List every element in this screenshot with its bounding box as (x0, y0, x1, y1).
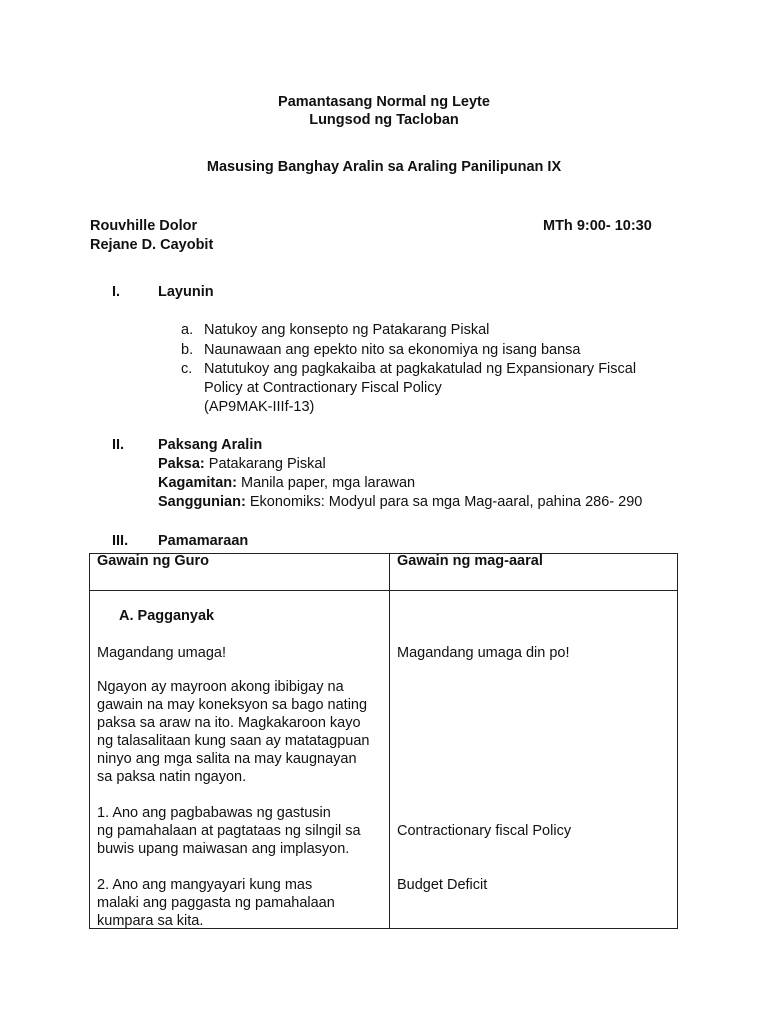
section-1-heading: Layunin (158, 284, 214, 300)
objective-a: Natukoy ang konsepto ng Patakarang Piskal (204, 322, 490, 338)
kagamitan-label: Kagamitan: (158, 475, 237, 491)
university-name: Pamantasang Normal ng Leyte (278, 94, 490, 110)
answer-2: Budget Deficit (397, 877, 488, 893)
kagamitan-line (158, 475, 415, 491)
table-header-divider (89, 590, 678, 591)
section-3-heading: Pamamaraan (158, 533, 249, 549)
paksa-line (158, 456, 326, 472)
question-1-line: ng pamahalaan at pagtataas ng silngil sa (97, 823, 361, 839)
paksa-value: Patakarang Piskal (204, 456, 326, 472)
objective-c-line2: Policy at Contractionary Fiscal Policy (204, 380, 442, 396)
question-1-line: buwis upang maiwasan ang implasyon. (97, 841, 350, 857)
objective-c: Natutukoy ang pagkakaiba at pagkakatulad ng Expansionary Fiscal (204, 361, 637, 377)
author-1: Rouvhille Dolor (90, 218, 198, 234)
teacher-greeting: Magandang umaga! (97, 645, 226, 661)
table-column-divider (389, 553, 390, 929)
table-header-teacher: Gawain ng Guro (97, 553, 209, 569)
objective-marker-c: c. (181, 361, 193, 377)
intro-line: paksa sa araw na ito. Magkakaroon kayo (97, 715, 361, 731)
objective-marker-a: a. (181, 322, 194, 338)
section-1-number: I. (112, 284, 121, 300)
objective-b: Naunawaan ang epekto nito sa ekonomiya ng isang bansa (204, 342, 581, 358)
author-2: Rejane D. Cayobit (90, 237, 214, 253)
table-header-student: Gawain ng mag-aaral (397, 553, 543, 569)
intro-line: ng talasalitaan kung saan ay matatagpuan (97, 733, 370, 749)
question-2-line: kumpara sa kita. (97, 913, 204, 929)
objective-marker-b: b. (181, 342, 194, 358)
answer-1: Contractionary fiscal Policy (397, 823, 572, 839)
section-2-heading: Paksang Aralin (158, 437, 263, 453)
section-3-number: III. (112, 533, 129, 549)
schedule: MTh 9:00- 10:30 (543, 218, 652, 234)
intro-line: gawain na may koneksyon sa bago nating (97, 697, 368, 713)
question-2-line: 2. Ano ang mangyayari kung mas (97, 877, 313, 893)
kagamitan-value: Manila paper, mga larawan (236, 475, 416, 491)
intro-line: Ngayon ay mayroon akong ibibigay na (97, 679, 344, 695)
section-2-number: II. (112, 437, 125, 453)
sanggunian-line (158, 494, 642, 510)
paksa-label: Paksa: (158, 456, 205, 472)
document-title: Masusing Banghay Aralin sa Araling Panilipunan IX (206, 159, 562, 175)
question-1-line: 1. Ano ang pagbabawas ng gastusin (97, 805, 331, 821)
sanggunian-label: Sanggunian: (158, 494, 246, 510)
intro-line: ninyo ang mga salita na may kaugnayan (97, 751, 357, 767)
city-name: Lungsod ng Tacloban (309, 112, 459, 128)
student-greeting: Magandang umaga din po! (397, 645, 570, 661)
intro-line: sa paksa natin ngayon. (97, 769, 247, 785)
question-2-line: malaki ang paggasta ng pamahalaan (97, 895, 335, 911)
objective-c-code: (AP9MAK-IIIf-13) (204, 399, 315, 415)
table-subheading: A. Pagganyak (119, 608, 215, 624)
sanggunian-value: Ekonomiks: Modyul para sa mga Mag-aaral, pahina 286- 290 (245, 494, 643, 510)
